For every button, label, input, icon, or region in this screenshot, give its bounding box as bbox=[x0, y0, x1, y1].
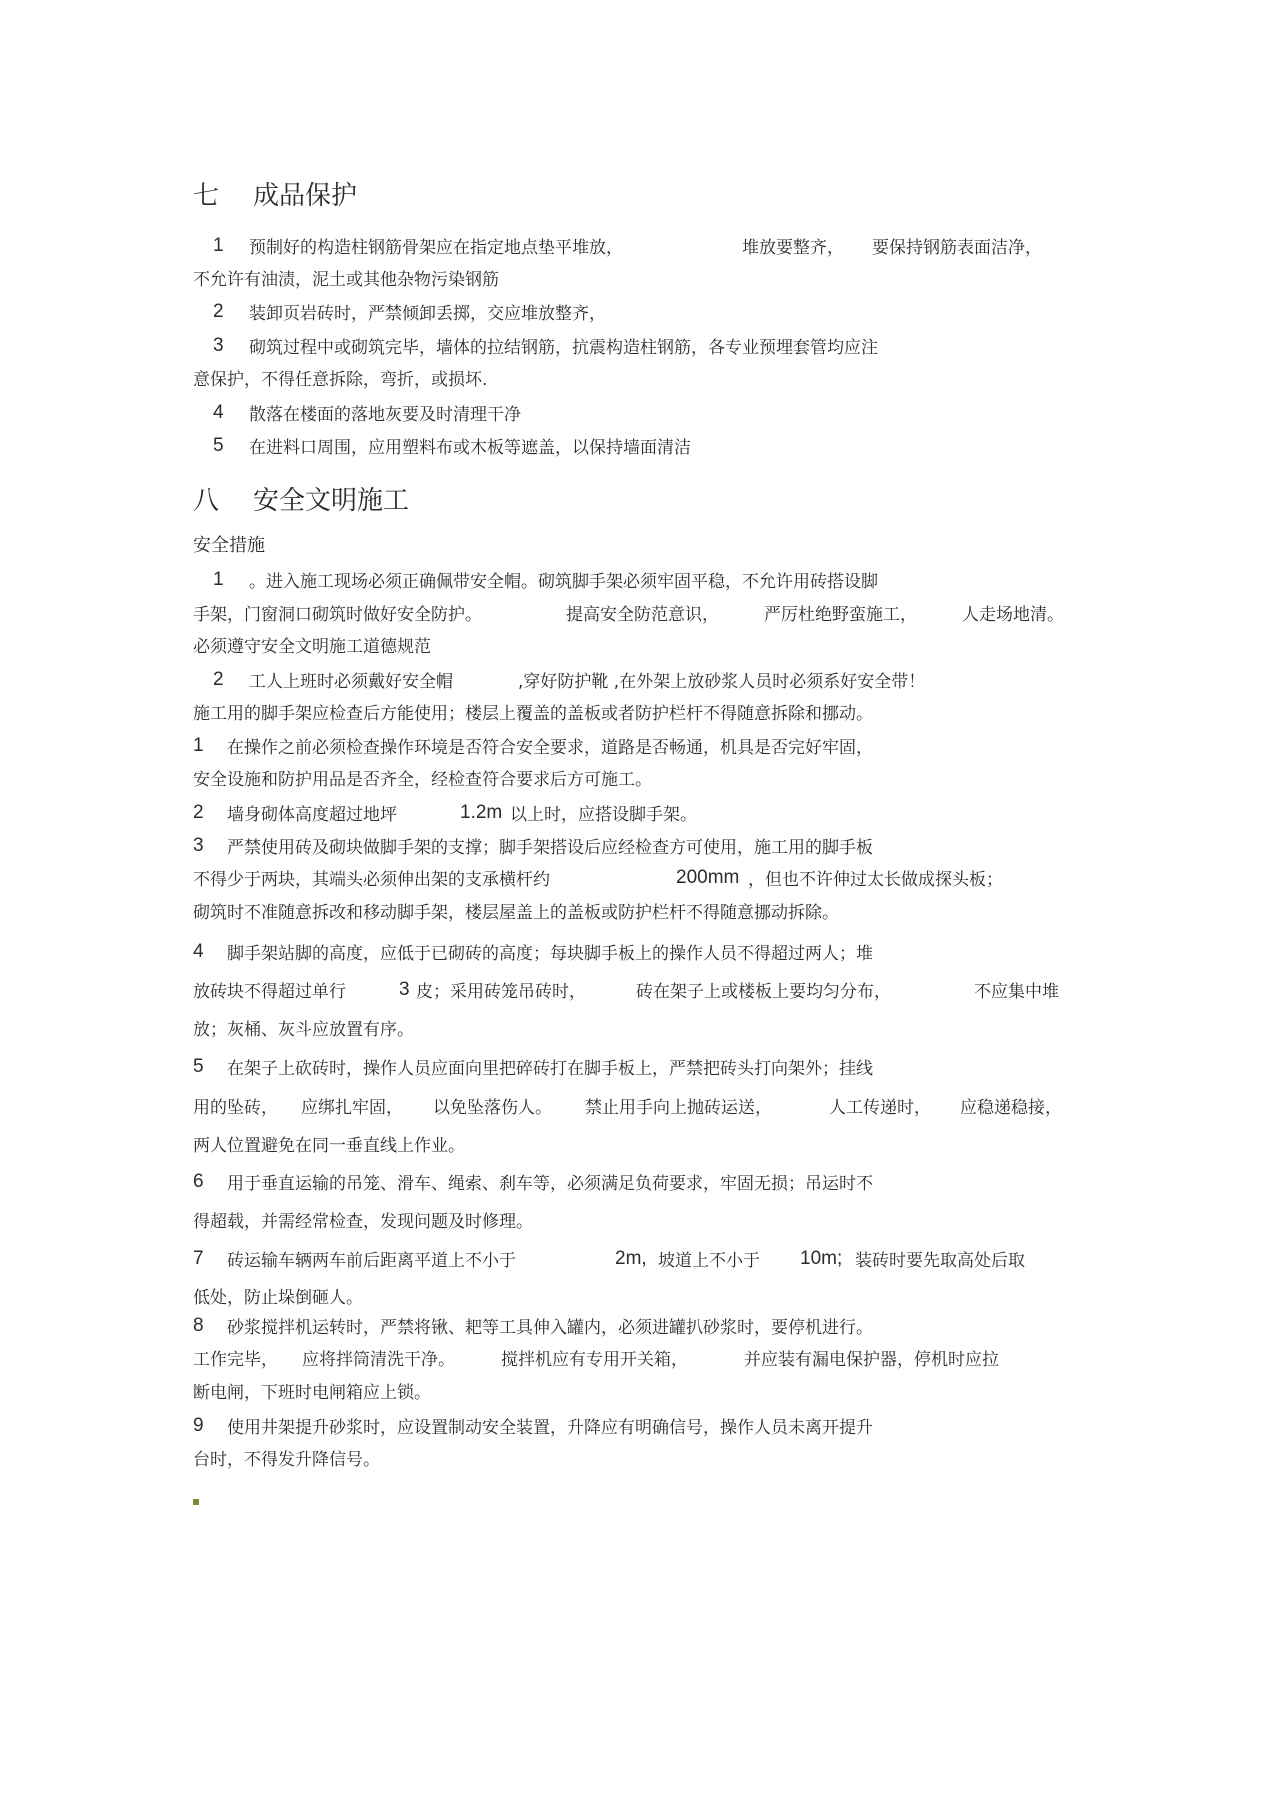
item-text: 散落在楼面的落地灰要及时清理干净 bbox=[249, 405, 521, 425]
item-text: 皮；采用砖笼吊砖时， bbox=[416, 982, 586, 1002]
item-text: 要保持钢筋表面洁净， bbox=[872, 238, 1042, 258]
section-7-number: 七 bbox=[193, 181, 220, 211]
item-text: 提高安全防范意识， bbox=[566, 605, 719, 625]
item-text: 严禁使用砖及砌块做脚手架的支撑；脚手架搭设后应经检查方可使用，施工用的脚手板 bbox=[227, 838, 873, 858]
item-text: 不应集中堆 bbox=[974, 982, 1059, 1002]
item-number: 4 bbox=[193, 941, 204, 962]
item-text: 。进入施工现场必须正确佩带安全帽。砌筑脚手架必须牢固平稳，不允许用砖搭设脚 bbox=[249, 572, 878, 592]
item-text: 应将拌筒清洗干净。 bbox=[302, 1350, 455, 1370]
section-8-title: 安全文明施工 bbox=[253, 486, 410, 516]
item-text: ,穿好防护靴 ,在外架上放砂浆人员时必须系好安全带！ bbox=[518, 672, 926, 692]
item-number: 5 bbox=[213, 435, 224, 456]
item-text: ，但也不许伸过太长做成探头板； bbox=[748, 870, 1003, 890]
item-text: 砖在架子上或楼板上要均匀分布， bbox=[636, 982, 891, 1002]
item-text: 用的坠砖， bbox=[193, 1098, 278, 1118]
item-number: 1 bbox=[193, 735, 204, 756]
item-text: 墙身砌体高度超过地坪 bbox=[227, 805, 397, 825]
item-text: 以上时，应搭设脚手架。 bbox=[510, 805, 697, 825]
item-text: 施工用的脚手架应检查后方能使用；楼层上覆盖的盖板或者防护栏杆不得随意拆除和挪动。 bbox=[193, 704, 873, 724]
item-text: 砌筑时不准随意拆改和移动脚手架，楼层屋盖上的盖板或防护栏杆不得随意挪动拆除。 bbox=[193, 903, 839, 923]
item-text: 工作完毕， bbox=[193, 1350, 278, 1370]
item-text: 砂浆搅拌机运转时，严禁将锹、耙等工具伸入罐内，必须进罐扒砂浆时，要停机进行。 bbox=[227, 1318, 873, 1338]
item-text: 应绑扎牢固， bbox=[301, 1098, 403, 1118]
item-text: 在操作之前必须检查操作环境是否符合安全要求，道路是否畅通，机具是否完好牢固， bbox=[227, 738, 873, 758]
item-text: 人工传递时， bbox=[829, 1098, 931, 1118]
item-text: 放砖块不得超过单行 bbox=[193, 982, 346, 1002]
item-text: 在进料口周围，应用塑料布或木板等遮盖，以保持墙面清洁 bbox=[249, 438, 691, 458]
item-text: 工人上班时必须戴好安全帽 bbox=[249, 672, 453, 692]
item-number: 6 bbox=[193, 1171, 204, 1192]
item-value: 2m, bbox=[615, 1248, 647, 1269]
item-text: 搅拌机应有专用开关箱， bbox=[501, 1350, 688, 1370]
item-text: 装砖时要先取高处后取 bbox=[855, 1251, 1025, 1271]
item-text: 人走场地清。 bbox=[962, 605, 1064, 625]
item-text: 砖运输车辆两车前后距离平道上不小于 bbox=[227, 1251, 516, 1271]
item-number: 1 bbox=[213, 569, 224, 590]
item-number: 3 bbox=[213, 335, 224, 356]
item-value: 10m; bbox=[800, 1248, 843, 1269]
item-text: 脚手架站脚的高度，应低于已砌砖的高度；每块脚手板上的操作人员不得超过两人；堆 bbox=[227, 944, 873, 964]
section-7-title: 成品保护 bbox=[253, 181, 358, 211]
item-number: 2 bbox=[213, 301, 224, 322]
section-8-number: 八 bbox=[193, 486, 220, 516]
item-text: 并应装有漏电保护器，停机时应拉 bbox=[744, 1350, 999, 1370]
item-text: 坡道上不小于 bbox=[658, 1251, 760, 1271]
item-text: 台时，不得发升降信号。 bbox=[193, 1450, 380, 1470]
item-text: 断电闸，下班时电闸箱应上锁。 bbox=[193, 1383, 431, 1403]
item-text: 应稳递稳接， bbox=[960, 1098, 1062, 1118]
end-marker bbox=[193, 1499, 199, 1505]
item-number: 8 bbox=[193, 1315, 204, 1336]
item-text: 装卸页岩砖时，严禁倾卸丢掷，交应堆放整齐， bbox=[249, 304, 606, 324]
item-text: 严厉杜绝野蛮施工， bbox=[764, 605, 917, 625]
item-value: 1.2m bbox=[460, 802, 503, 823]
item-text: 以免坠落伤人。 bbox=[433, 1098, 552, 1118]
item-text: 禁止用手向上抛砖运送， bbox=[585, 1098, 772, 1118]
item-value: 200mm bbox=[676, 867, 740, 888]
item-text: 用于垂直运输的吊笼、滑车、绳索、刹车等，必须满足负荷要求，牢固无损；吊运时不 bbox=[227, 1174, 873, 1194]
item-text: 手架，门窗洞口砌筑时做好安全防护。 bbox=[193, 605, 482, 625]
item-text: 使用井架提升砂浆时，应设置制动安全装置，升降应有明确信号，操作人员未离开提升 bbox=[227, 1418, 873, 1438]
item-text: 在架子上砍砖时，操作人员应面向里把碎砖打在脚手板上，严禁把砖头打向架外；挂线 bbox=[227, 1059, 873, 1079]
item-text: 安全设施和防护用品是否齐全，经检查符合要求后方可施工。 bbox=[193, 770, 652, 790]
item-number: 1 bbox=[213, 235, 224, 256]
item-number: 9 bbox=[193, 1415, 204, 1436]
item-text: 不允许有油渍，泥土或其他杂物污染钢筋 bbox=[193, 270, 499, 290]
item-number: 5 bbox=[193, 1056, 204, 1077]
item-text: 预制好的构造柱钢筋骨架应在指定地点垫平堆放， bbox=[249, 238, 623, 258]
item-value: 3 bbox=[399, 979, 410, 1000]
item-number: 3 bbox=[193, 835, 204, 856]
item-text: 放；灰桶、灰斗应放置有序。 bbox=[193, 1020, 414, 1040]
item-text: 必须遵守安全文明施工道德规范 bbox=[193, 637, 431, 657]
item-text: 砌筑过程中或砌筑完毕，墙体的拉结钢筋，抗震构造柱钢筋，各专业预埋套管均应注 bbox=[249, 338, 878, 358]
item-number: 2 bbox=[213, 669, 224, 690]
item-text: 意保护，不得任意拆除，弯折，或损坏. bbox=[193, 370, 488, 390]
item-number: 4 bbox=[213, 402, 224, 423]
item-number: 2 bbox=[193, 802, 204, 823]
item-text: 不得少于两块，其端头必须伸出架的支承横杆约 bbox=[193, 870, 550, 890]
item-text: 两人位置避免在同一垂直线上作业。 bbox=[193, 1136, 465, 1156]
item-text: 得超载，并需经常检查，发现问题及时修理。 bbox=[193, 1212, 533, 1232]
item-number: 7 bbox=[193, 1248, 204, 1269]
item-text: 堆放要整齐， bbox=[742, 238, 844, 258]
subsection-title: 安全措施 bbox=[193, 535, 265, 556]
item-text: 低处，防止垛倒砸人。 bbox=[193, 1288, 363, 1308]
